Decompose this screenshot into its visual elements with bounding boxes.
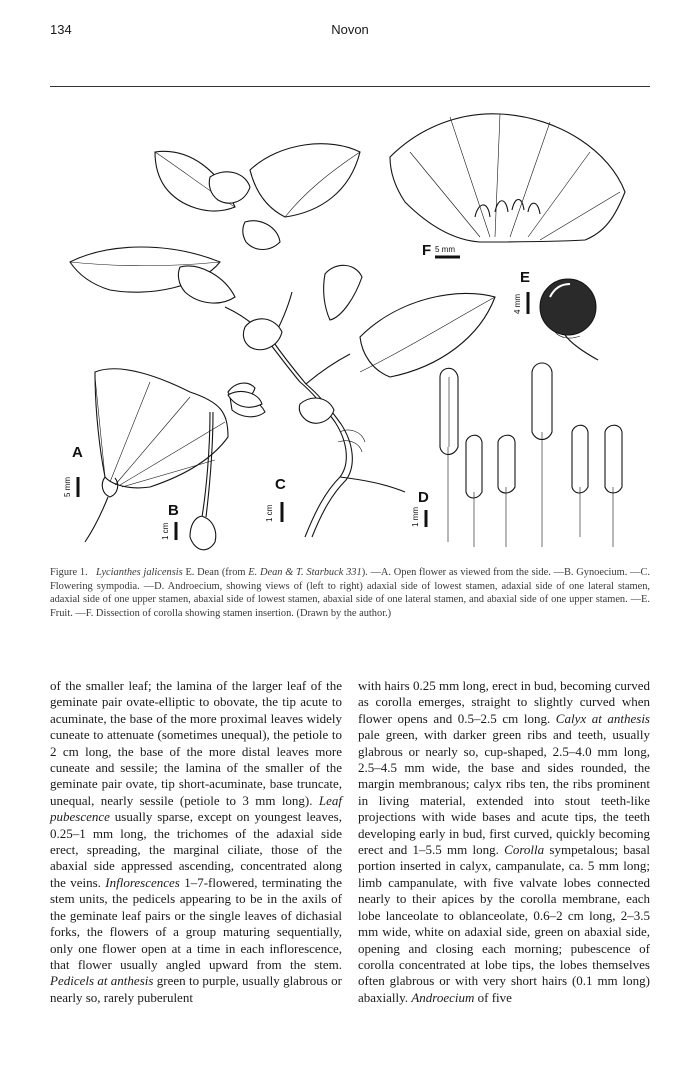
body-text: usually sparse, except on youngest leaves, 0.25–1 mm long, the trichomes of the adaxial side erect, spreading, the marginal ciliate, those of the abaxial side appressed ascending, concentrated along the veins.: [50, 809, 342, 890]
body-term: Corolla: [504, 842, 545, 858]
body-term: Inflorescences: [105, 874, 180, 890]
body-term: Leaf pubescence: [50, 792, 342, 825]
leaf: [299, 398, 334, 423]
body-term: Pedicels at anthesis: [50, 973, 154, 989]
scale-b: 1 cm: [161, 522, 170, 540]
label-e: E: [520, 269, 531, 286]
label-d: D: [418, 489, 429, 506]
caption-lead: Figure 1.: [50, 567, 88, 578]
body-text: green to purple, usually glabrous or nearly so, rarely puberulent: [50, 973, 342, 1005]
botanical-illustration: [50, 92, 650, 558]
scale-f: 5 mm: [435, 245, 455, 254]
caption-rest: ). —A. Open flower as viewed from the side. —B. Gynoecium. —C. Flowering sympodia. —D. Androecium, showing views of (left to right) adaxial side of lowest stamen, adaxial side of one lateral stamen, adaxial side of one upper stamen, abaxial side of lowest stamen, abaxial side of one lateral stamen, and abaxial side of one upper stamen. —E. Fruit. —F. Dissection of corolla showing stamen insertion. (Drawn by the author.): [50, 567, 650, 619]
panel-e-fruit: [513, 269, 598, 360]
flower: [324, 265, 362, 320]
body-text: pale green, with darker green ribs and teeth, usually glabrous or nearly so, cup-shaped, 2.5–4.0 mm long, 2.5–4.5 mm wide, the base and sides rounded, the margin membranous; calyx ribs ten, the ribs prominent in living material, extended into stout teeth-like projections with wide bases and acute tips, the teeth developing early in bud, first curved, quickly becoming erect and 1–5.5 mm long.: [358, 727, 650, 858]
body-text: of five: [474, 989, 512, 1005]
caption-collectors: E. Dean & T. Starbuck 331: [248, 567, 362, 578]
panel-d-androecium: [411, 363, 622, 547]
label-a: A: [72, 444, 83, 461]
body-term: Calyx at anthesis: [555, 710, 650, 726]
figure-caption: [50, 566, 650, 620]
page-number: 134: [50, 22, 72, 37]
scale-e: 4 mm: [513, 294, 522, 314]
label-f: F: [422, 242, 432, 259]
leaf: [243, 221, 280, 250]
body-column-left: [50, 678, 342, 1006]
caption-species: Lycianthes jalicensis: [95, 567, 183, 578]
scale-a: 5 mm: [63, 477, 72, 497]
illustration-drawing: [50, 92, 650, 558]
label-c: C: [275, 476, 286, 493]
body-term: Androecium: [411, 989, 475, 1005]
body-text: 1–7-flowered, terminating the stem units, the pedicels appearing to be in the axils of the geminate leaf pairs or the single leaves of dichasial forks, the flowers of a group maturing sequentially, only one flower open at a time in each inflorescence, that flower usually angled upward from the stem.: [50, 874, 342, 972]
body-column-right: [358, 678, 650, 1006]
body-text: with hairs 0.25 mm long, erect in bud, becoming curved as corolla emerges, straight to slightly curved when flower opens and 0.5–2.5 cm long.: [358, 678, 650, 726]
label-b: B: [168, 502, 179, 519]
body-text: of the smaller leaf; the lamina of the larger leaf of the geminate pair ovate-elliptic to obovate, the tip acute to acuminate, the base of the more proximal leaves widely cuneate to attenuate (sometimes unequal), the petiole to 2 cm long, the base of the more distal leaves more cuneate and sessile; the lamina of the smaller of the geminate pair ovate, tip short-acuminate, base truncate, unequal, nearly sessile (petiole to 3 mm long).: [50, 678, 342, 808]
caption-authority: E. Dean (from: [182, 567, 249, 578]
body-text: sympetalous; basal portion inserted in calyx, campanulate, ca. 5 mm long; limb campanulate, with five valvate lobes connected nearly to their apices by the corolla membrane, each lobe lanceolate to oblanceolate, 0.6–2 cm long, 2–3.5 mm wide, white on adaxial side, green on abaxial side, opening and closing each morning; pubescence of corolla concentrated at lobe tips, the lobes themselves often glabrous or with very short hairs (0.1 mm long) abaxially.: [358, 842, 650, 1005]
scale-c: 1 cm: [265, 504, 274, 522]
header-rule: [50, 86, 650, 87]
leaf: [178, 266, 235, 303]
panel-f-corolla-dissection: [390, 114, 625, 259]
running-header: [50, 22, 650, 38]
journal-title: Novon: [331, 22, 369, 37]
scale-d: 1 mm: [411, 507, 420, 527]
leaf: [250, 144, 360, 217]
leaf: [209, 172, 250, 203]
